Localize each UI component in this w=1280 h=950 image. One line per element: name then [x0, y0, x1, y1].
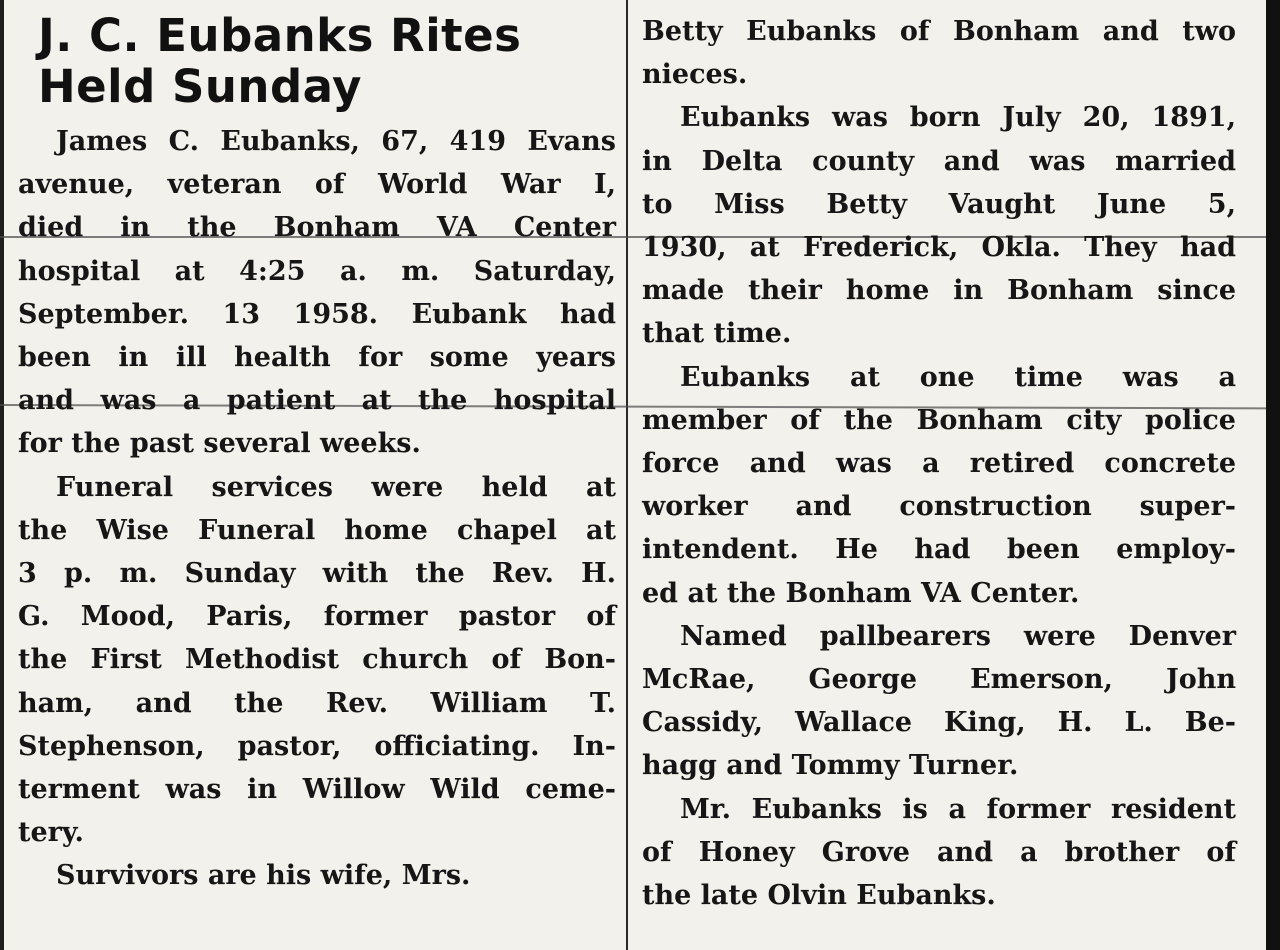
text-line: force and was a retired concrete [642, 448, 1236, 480]
headline-line: Held Sunday [38, 60, 362, 113]
text-line: terment was in Willow Wild ceme- [18, 774, 616, 806]
column-divider-rule [626, 0, 628, 950]
text-line: Eubanks at one time was a [680, 361, 1236, 393]
paragraph [642, 96, 1236, 355]
text-line: 3 p. m. Sunday with the Rev. H. [18, 558, 616, 590]
paragraph [18, 854, 616, 897]
paragraph [642, 356, 1236, 615]
right-column [642, 0, 1236, 917]
text-line: Eubanks was born July 20, 1891, [680, 102, 1236, 134]
text-line: ham, and the Rev. William T. [18, 687, 616, 719]
text-line: member of the Bonham city police [642, 404, 1236, 436]
text-line: to Miss Betty Vaught June 5, [642, 188, 1236, 220]
text-line: worker and construction super- [642, 491, 1236, 523]
text-line: nieces. [642, 59, 748, 91]
paragraph [642, 615, 1236, 788]
text-line: for the past several weeks. [18, 428, 421, 460]
paragraph [642, 788, 1236, 918]
paragraph [18, 466, 616, 855]
text-line: 1930, at Frederick, Okla. They had [642, 232, 1236, 264]
text-line: hagg and Tommy Turner. [642, 750, 1019, 782]
paragraph [18, 120, 616, 466]
right-edge-rule [1266, 0, 1280, 950]
text-line: the late Olvin Eubanks. [642, 880, 996, 912]
text-line: been in ill health for some years [18, 342, 616, 374]
left-column-body [18, 120, 616, 898]
text-line: McRae, George Emerson, John [642, 664, 1236, 696]
text-line: September. 13 1958. Eubank had [18, 298, 616, 330]
headline-line: J. C. Eubanks Rites [38, 9, 522, 62]
text-line: avenue, veteran of World War I, [18, 169, 616, 201]
text-line: James C. Eubanks, 67, 419 Evans [56, 126, 616, 157]
paragraph [642, 10, 1236, 96]
text-line: Cassidy, Wallace King, H. L. Be- [642, 707, 1236, 739]
text-line: Funeral services were held at [56, 471, 616, 503]
text-line: Betty Eubanks of Bonham and two [642, 16, 1236, 47]
text-line: ed at the Bonham VA Center. [642, 577, 1080, 609]
text-line: hospital at 4:25 a. m. Saturday, [18, 255, 616, 287]
text-line: in Delta county and was married [642, 145, 1236, 177]
text-line: the Wise Funeral home chapel at [18, 514, 616, 546]
text-line: of Honey Grove and a brother of [642, 836, 1236, 868]
text-line: tery. [18, 817, 84, 849]
text-line: and was a patient at the hospital [18, 385, 616, 417]
text-line: died in the Bonham VA Center [18, 212, 616, 244]
text-line: that time. [642, 318, 792, 350]
headline [38, 10, 616, 112]
text-line: intendent. He had been employ- [642, 534, 1236, 566]
text-line: Stephenson, pastor, officiating. In- [18, 730, 616, 762]
text-line: Survivors are his wife, Mrs. [56, 860, 471, 892]
left-column [18, 0, 616, 898]
text-line: Mr. Eubanks is a former resident [680, 793, 1236, 825]
text-line: made their home in Bonham since [642, 275, 1236, 307]
text-line: G. Mood, Paris, former pastor of [18, 601, 616, 633]
text-line: the First Methodist church of Bon- [18, 644, 616, 676]
left-column-rule [0, 0, 4, 950]
right-column-body [642, 10, 1236, 917]
text-line: Named pallbearers were Denver [680, 620, 1236, 652]
